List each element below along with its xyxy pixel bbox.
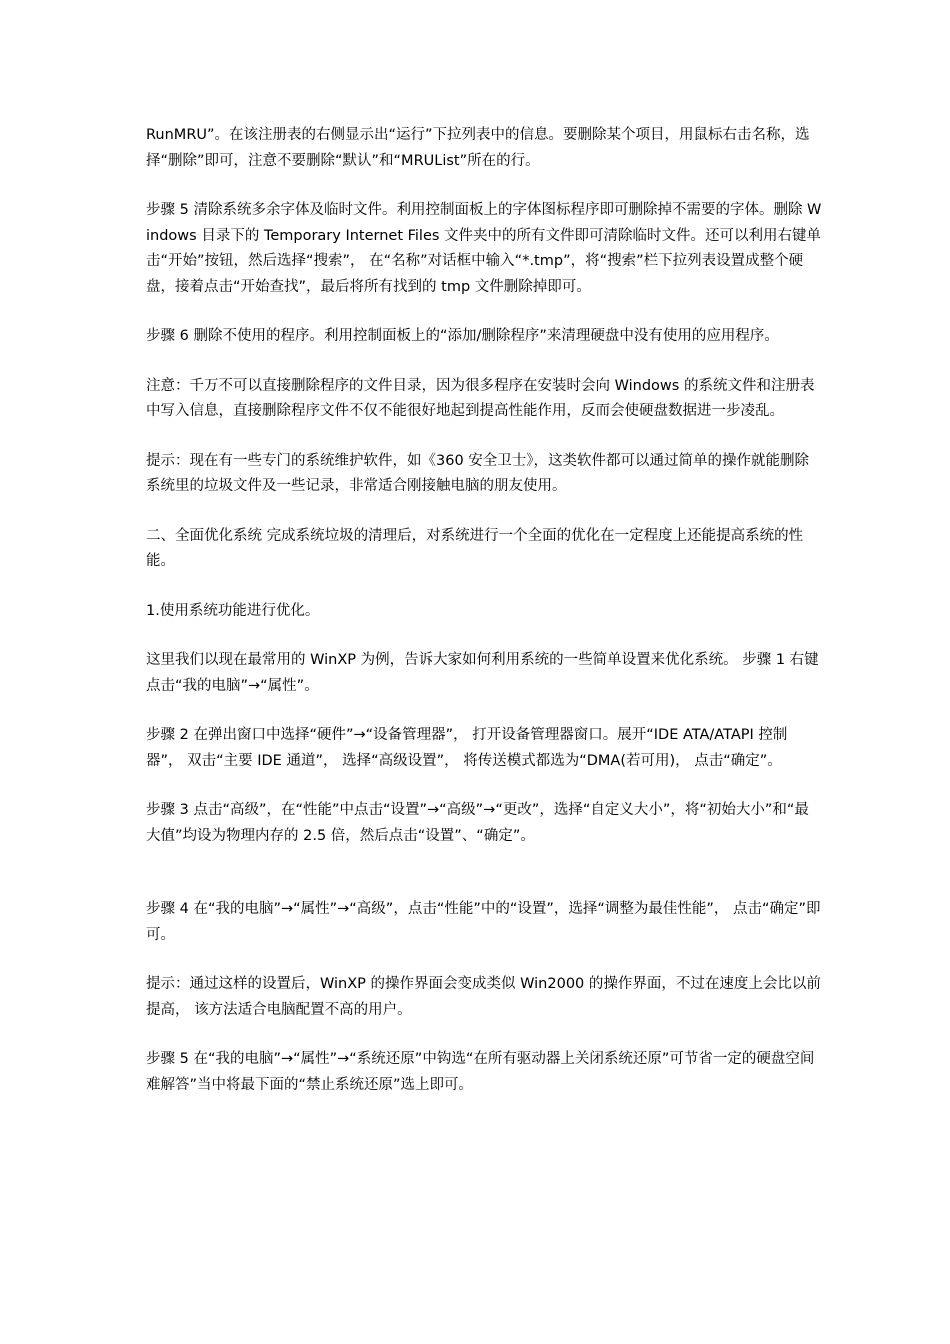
- paragraph-gap: [146, 849, 822, 897]
- paragraph-step2-device-manager: 步骤 2 在弹出窗口中选择“硬件”→“设备管理器”， 打开设备管理器窗口。展开“IDE ATA/ATAPI 控制器”， 双击“主要 IDE 通道”， 选择“高级设置”， 将传送模式都选为“DMA(若可用)， 点击“确定”。: [146, 727, 788, 769]
- paragraph-subsection-one: 1.使用系统功能进行优化。: [146, 602, 320, 619]
- paragraph-gap: [146, 699, 822, 723]
- paragraph-gap: [146, 624, 822, 648]
- document-page: [146, 123, 822, 1098]
- paragraph-step5-fonts-temp: 步骤 5 清除系统多余字体及临时文件。利用控制面板上的字体图标程序即可删除掉不需要的字体。删除 Windows 目录下的 Temporary Internet Files 文件夹中的所有文件即可清除临时文件。还可以利用右键单击“开始”按钮，然后选择“搜索”， 在“名称”对话框中输入“*.tmp”，将“搜索”栏下拉列表设置成整个硬盘，接着点击“开始查找”，最后将所有找到的 tmp 文件删除掉即可。: [146, 202, 822, 295]
- paragraph-step6-remove-programs: 步骤 6 删除不使用的程序。利用控制面板上的“添加/删除程序”来清理硬盘中没有使用的应用程序。: [146, 328, 779, 344]
- paragraph-gap: [146, 300, 822, 324]
- paragraph-gap: [146, 500, 822, 524]
- paragraph-gap: [146, 948, 822, 972]
- paragraph-tip-360: 提示：现在有一些专门的系统维护软件，如《360 安全卫士》，这类软件都可以通过简单的操作就能删除系统里的垃圾文件及一些记录，非常适合刚接触电脑的朋友使用。: [146, 452, 810, 494]
- paragraph-step5-system-restore: 步骤 5 在“我的电脑”→“属性”→“系统还原”中钩选“在所有驱动器上关闭系统还原”可节省一定的硬盘空间难解答”当中将最下面的“禁止系统还原”选上即可。: [146, 1051, 815, 1093]
- paragraph-note: 注意：千万不可以直接删除程序的文件目录，因为很多程序在安装时会向 Windows 的系统文件和注册表中写入信息，直接删除程序文件不仅不能很好地起到提高性能作用，反而会使硬盘数据进一步凌乱。: [146, 377, 815, 419]
- paragraph-winxp-intro: 这里我们以现在最常用的 WinXP 为例，告诉大家如何利用系统的一些简单设置来优化系统。 步骤 1 右键点击“我的电脑”→“属性”。: [146, 652, 819, 694]
- paragraph-gap: [146, 575, 822, 599]
- paragraph-gap: [146, 174, 822, 198]
- paragraph-tip-win2000: 提示：通过这样的设置后，WinXP 的操作界面会变成类似 Win2000 的操作界面，不过在速度上会比以前提高， 该方法适合电脑配置不高的用户。: [146, 976, 821, 1018]
- paragraph-step3-virtual-memory: 步骤 3 点击“高级”，在“性能”中点击“设置”→“高级”→“更改”，选择“自定义大小”，将“初始大小”和“最大值”均设为物理内存的 2.5 倍，然后点击“设置”、“确定”。: [146, 802, 809, 844]
- paragraph-gap: [146, 350, 822, 374]
- paragraph-step4-performance: 步骤 4 在“我的电脑”→“属性”→“高级”，点击“性能”中的“设置”，选择“调整为最佳性能”， 点击“确定”即可。: [146, 901, 821, 943]
- paragraph-section-two: 二、全面优化系统 完成系统垃圾的清理后，对系统进行一个全面的优化在一定程度上还能提高系统的性能。: [146, 527, 804, 569]
- paragraph-gap: [146, 1023, 822, 1047]
- paragraph-runmru: RunMRU”。在该注册表的右侧显示出“运行”下拉列表中的信息。要删除某个项目，用鼠标右击名称，选择“删除”即可，注意不要删除“默认”和“MRUList”所在的行。: [146, 127, 810, 169]
- paragraph-gap: [146, 774, 822, 798]
- paragraph-gap: [146, 425, 822, 449]
